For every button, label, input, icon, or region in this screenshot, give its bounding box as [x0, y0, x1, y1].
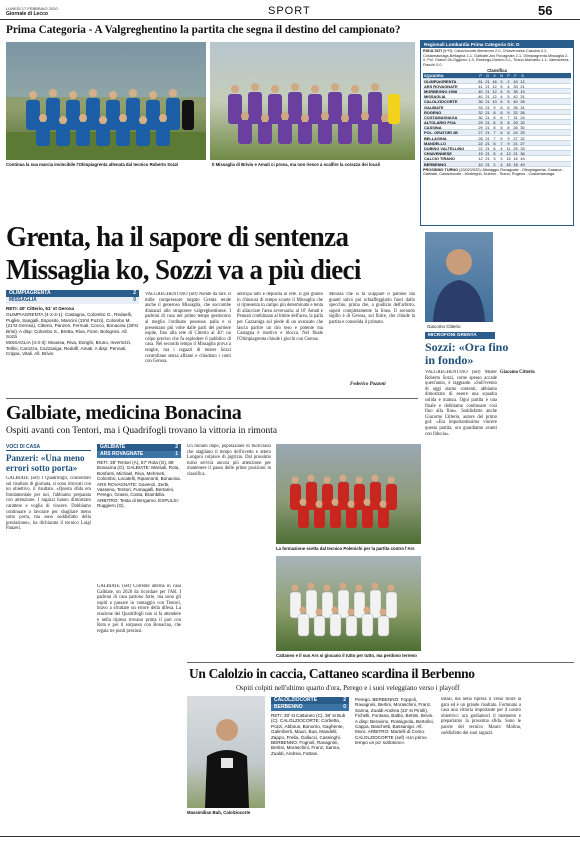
standings-cell: 7: [507, 114, 510, 120]
standings-cell: 5: [493, 151, 496, 157]
header-paper: Giornale di Lecco: [6, 11, 48, 17]
player-portrait-icon: [187, 696, 265, 808]
standings-cell: 21: [485, 109, 490, 115]
results: [421, 48, 573, 68]
standings-cell: 31: [520, 104, 525, 110]
standings-cell: 32: [513, 109, 518, 115]
col-f: F: [514, 73, 517, 79]
standings-cell: 43: [520, 156, 525, 162]
standings-cell: 27: [513, 135, 518, 141]
standings-cell: 21: [520, 83, 525, 89]
standings-cell: 10: [492, 99, 497, 105]
standings-cell: 7: [493, 130, 496, 136]
galbiate-away-goals: 1: [175, 451, 178, 457]
standings-cell: 15: [506, 156, 511, 162]
standings-cell: 4: [500, 94, 503, 100]
galbiate-home-goals: 2: [175, 444, 178, 450]
standings-cell: 29: [478, 125, 483, 131]
team-photo-olimpiagrenta: [6, 42, 206, 160]
voci-title: Panzeri: «Una meno errori sotto porta»: [6, 453, 85, 473]
standings-cell: 21: [485, 135, 490, 141]
score-home-goals: 2: [133, 290, 136, 296]
standings-cell: 33: [513, 83, 518, 89]
standings-cell: 19: [478, 151, 483, 157]
galbiate-col1: GALBIATE (sef) Corrente alterna in casa Galbiate, un 2020 da ricordare per l'AR. I padroni di casa partono forte, ma sono gli ospiti a passare in vantaggio con Tentori, bravo a sfruttare un errore della difesa. La reazione dei Quadrifogli non si fa attendere e nella ripresa trovano prima il pari con Rota e poi il sorpasso con Bonacina, che regala tre punti preziosi.: [97, 584, 181, 634]
side-body: VALGREGHENTINO (sef) Mister Roberto Sozzi, come spesso accade quest'anno, è raggiante. «Sull'evento di oggi siamo contenti, abbiamo dimostrato di essere una squadra solida e matura. Ogni partita è una finale e dobbiamo continuare così fino alla fine». Soddisfatto anche Giacomo Citterio, autore del primo gol: «Era importantissimo vincere questa partita, ora guardiamo avanti con fiducia».: [425, 370, 497, 437]
standings-team: OLIMPIAGRENTA: [424, 78, 457, 84]
col-pe: P: [507, 73, 510, 79]
standings-cell: 26: [478, 135, 483, 141]
galbiate-home-team: GALBIATE: [100, 444, 126, 450]
microfoni-kicker: MICROFONI GRENTA: [425, 332, 495, 339]
standings-cell: 5: [493, 140, 496, 146]
next-label: PROSSIMO TURNO: [423, 167, 459, 172]
standings-cell: 21: [485, 83, 490, 89]
standings-cell: 21: [485, 125, 490, 131]
header-date: LUNEDÌ 17 FEBBRAIO 2020: [6, 6, 58, 11]
standings-cell: 5: [500, 135, 503, 141]
score-away-goals: 0: [133, 297, 136, 303]
standings-cell: 12: [478, 156, 483, 162]
results-text: (6^R): Calolziocorte-Berbenno 2-0, Chiavennese-Cassina 0-2, Costamasnaga-Bellagina 1-1, Galbiate-Ars Rovagnate 2-1, Olimpiagrenta-Missaglia 2-0, Pol. Oratori 2b-Oggiono 1-0, Rosengo-Dubino 0-1, Tirano-Mandello 1-1, Valmadrera-Fiaschi 0-0: [423, 49, 570, 67]
standings-cell: 21: [485, 140, 490, 146]
galbiate-players-2: [276, 556, 421, 651]
standings-cell: 5: [507, 99, 510, 105]
calolzio-away-goals: 0: [343, 704, 346, 710]
standings-cell: 4: [500, 146, 503, 151]
standings-rows: [423, 79, 571, 167]
standings-cell: 49: [520, 161, 525, 167]
standings-cell: 4: [500, 151, 503, 157]
main-lineup2: MISSAGLIA (4-3-3): Moussa, Riva, Donghi, Bruno, Invernizzi, Tellini, Carozza, Cazzaniga, Redolfi, Amati. A disp: Pennati, Crippa, Vitali. All. Brivio: [6, 340, 132, 357]
section-rule-2: [187, 662, 574, 663]
standings-cell: 4: [500, 88, 503, 94]
standings-cell: 33: [478, 104, 483, 110]
photo2-caption: Il Missaglia di Brivio e Amati ci prova, ma non riesce a scalfire la corazza dei locali: [212, 162, 380, 167]
standings-cell: 8: [493, 114, 496, 120]
score-home-team: OLIMPIAGRENTA: [9, 290, 51, 296]
standings-cell: 5: [500, 120, 503, 126]
standings-cell: 26: [513, 125, 518, 131]
standings-cell: 21: [485, 130, 490, 136]
standings-cell: 21: [485, 78, 490, 84]
standings-team: MISSAGLIA: [424, 94, 446, 100]
standings-cell: 27: [520, 140, 525, 146]
standings-cell: 9: [507, 135, 510, 141]
bottom-rule: [0, 836, 580, 837]
standings-cell: 21: [485, 99, 490, 105]
standings-cell: 5: [507, 109, 510, 115]
citterio-photo: [425, 232, 493, 322]
standings-cell: 21: [513, 140, 518, 146]
standings-title: Regionali Lombardia Prima Categoria Gir. D: [421, 41, 573, 48]
calolzio-score-home: [271, 697, 349, 704]
main-col1: VALGREGHENTINO (sef) Niente da fare. Il mille compressore targato Grenta rende anche il generoso Missaglia, che soccombe dinnanzi allo strapotere valgreghentinese. I padroni di casa nel primo tempo gestiscono al meglio l'ordinato possesso palla e si presentano più volte dalle parti del portiere ospite, fino alla rete di Citterio al 40': un colpo preciso che fa esplodere il pubblico di casa. Nel secondo tempo il Missaglia prova a reagire, ma i ragazzi di mister Sozzi controllano senza affanni e chiudono i conti con Gerosa.: [145, 292, 231, 365]
voci-body: GALBIATE (sef) I Quadrifogli, concentrati sul risultato di giornata, si sono ritrovati con un obiettivo, il risultato. «Questa sfida era fondamentale per noi, l'abbiamo preparata con attenzione. I ragazzi hanno dimostrato carattere e voglia di vincere. Dobbiamo continuare a lavorare per sbagliare meno sotto porta, ma sono soddisfatto della prestazione», ha dichiarato il tecnico Luigi Panzeri.: [6, 476, 91, 532]
main-byline: Federico Pozzoni: [350, 382, 386, 387]
standings-cell: 5: [507, 94, 510, 100]
standings-cell: 21: [485, 156, 490, 162]
standings-cell: 5: [500, 83, 503, 89]
standings-cell: 31: [513, 114, 518, 120]
next-text: (23/02/2020): Altolaggio Rovagnate - Olimpiagrenta, Cassina - Galbiate, Calolziocorte - Morbegno, Dubino - Tirano, Rogeno - Costamasnaga: [423, 167, 564, 177]
voci-label: VOCI DI CASA: [6, 444, 91, 451]
standings-cell: 22: [478, 146, 483, 151]
standings-cell: 40: [513, 99, 518, 105]
standings-cell: 7: [500, 140, 503, 146]
standings-team: CALCIO TIRANO: [424, 156, 455, 162]
standings-cell: 4: [500, 161, 503, 167]
standings-team: ARS ROVAGNATE: [424, 83, 458, 89]
standings-team: BERBENNO: [424, 161, 447, 167]
standings-cell: 2: [493, 161, 496, 167]
standings-box: [420, 40, 574, 226]
portrait-icon: [425, 232, 493, 322]
standings-cell: 9: [507, 140, 510, 146]
standings-cell: 12: [492, 88, 497, 94]
standings-cell: 6: [507, 104, 510, 110]
calolzio-photo-caption: Massimilian Bub, Calolziocorte: [187, 810, 251, 815]
col-v: V: [493, 73, 496, 79]
standings-team: BELLAGINA: [424, 135, 447, 141]
standings-cell: 21: [485, 120, 490, 126]
standings-cell: 43: [513, 78, 518, 84]
col-n: N: [500, 73, 503, 79]
standings-cell: 25: [513, 146, 518, 151]
standings-cell: 29: [513, 120, 518, 126]
standings-cell: 27: [478, 130, 483, 136]
score-row-away: [6, 297, 139, 304]
standings-team: ALTOLARIO POA: [424, 120, 456, 126]
header-rule: [0, 19, 580, 20]
galbiate-away-team: ARS ROVAGNATE: [100, 451, 144, 457]
standings-cell: 32: [478, 109, 483, 115]
standings-cell: 21: [485, 161, 490, 167]
col-s: S: [521, 73, 524, 79]
standings-cell: 21: [485, 104, 490, 110]
classifica-label: Classifica: [487, 68, 507, 74]
standings-team: CASSINA: [424, 125, 442, 131]
standings-cell: 4: [507, 83, 510, 89]
calolzio-home-team: CALOLZIOCORTE: [274, 697, 318, 703]
col-squadra: SQUADRA: [424, 73, 444, 79]
standings-cell: 5: [507, 88, 510, 94]
galbiate-photo-1: [276, 444, 421, 544]
standings-table: [423, 73, 571, 166]
standings-cell: 40: [478, 94, 483, 100]
standings-cell: 51: [478, 78, 483, 84]
standings-cell: 8: [507, 130, 510, 136]
top-headline-text: - A Valgreghentino la partita che segna il destino del campionato?: [85, 24, 401, 36]
standings-cell: 8: [507, 125, 510, 131]
calolzio-home-goals: 2: [343, 697, 346, 703]
standings-cell: 12: [492, 94, 497, 100]
standings-cell: 16: [492, 78, 497, 84]
main-col2: anticipa tutti e deposita in rete. Il gol giunto in chiusura di tempo scuote il Missaglia che si ripresenta in campo più determinato e tenta di allacciare l'area avversaria: al 16' Amati e Pennati combinano al limite dell'area, la palla per Cazzaniga sul piede di un avanzato che lascia partire un tiro teso e potente ma Castagna è reattivo e blocca. Nel finale l'Olimpiagrenta chiude i giochi con Gerosa.: [237, 292, 323, 342]
standings-team: ROGENO: [424, 109, 442, 115]
galbiate-score-away: [97, 451, 181, 458]
standings-team: CALOLZIOCORTE: [424, 99, 458, 105]
side-body-bold: Giacomo Citterio: [500, 370, 535, 375]
calolzio-col2: ostasi, ma nella ripresa il verso finire la gara ed è un grande risultato. Fortunato a casa una vittoria importante per il nostro obiettivo: ora godiamoci il momento e prepariamo la prossima sfida. Sono le parole del tecnico Mauro Molina, soddisfatto dei suoi ragazzi.: [441, 697, 521, 736]
citterio-caption: Giacomo Citterio: [427, 324, 461, 329]
main-scorers: RETI: 40' Citterio, 51' st Gerosa: [6, 306, 75, 311]
standings-cell: 42: [513, 94, 518, 100]
calolzio-box-text: RETI: 30' st Cattaneo (C), 38' st Bub (C). CALOLZIOCORTE: Corbetta, Pozzi, Abbous, Bonomo, Gaghente, Galimberti, Mauri, Bua, Mandelli, Zappo, Frella, Gallucci, Cassinghi. BERBENNO: Fognoli, Ravagnini, Bertini, Moraschini, Franz, Sanna, Zualdi, Andrea, Fattani.: [271, 713, 346, 756]
photo-players-2: [210, 42, 415, 160]
standings-cell: 7: [493, 135, 496, 141]
standings-cell: 8: [493, 125, 496, 131]
standings-cell: 35: [513, 104, 518, 110]
main-scorebox: [6, 290, 139, 357]
galbiate-photo1-caption: La formazione scelta dal tecnico Polenichi per la partita contro l'Ars: [276, 546, 415, 551]
standings-cell: 41: [478, 83, 483, 89]
standings-cell: 21: [485, 94, 490, 100]
standings-cell: 11: [506, 146, 511, 151]
section-rule-1: [6, 398, 418, 399]
standings-cell: 16: [513, 156, 518, 162]
standings-cell: 8: [500, 109, 503, 115]
team-photo-missaglia: [210, 42, 415, 160]
page-number: 56: [538, 3, 553, 18]
standings-cell: 26: [520, 99, 525, 105]
calolzio-photo: [187, 696, 265, 808]
standings-cell: 15: [506, 161, 511, 167]
headline-missaglia: Missaglia ko, Sozzi va a più dieci: [6, 254, 361, 286]
standings-cell: 21: [485, 88, 490, 94]
calolzio-col1: Perego. BERBENNO: Foppoli, Ravagnini, Bertini, Moraschini, Franz, Sanna, Zualdi Andrea (22' st Pirolli), Fichelli, Fontana, Balbo, Bettini, Brivio. A disp: Beravino, Rossignola, Bertolini, Cappa, Baschetti, Bassanigo. All. Moro. ARBITRO: Martelli di Como. CALOLZIOCORTE (sef) «Un primo tempo un po' sottotono».: [355, 697, 434, 746]
standings-cell: 6: [500, 99, 503, 105]
standings-cell: 18: [513, 161, 518, 167]
calolzio-score-away: [271, 704, 349, 711]
standings-cell: 2: [507, 78, 510, 84]
calolzio-away-team: BERBENNO: [274, 704, 303, 710]
galbiate-players-1: [276, 444, 421, 544]
standings-cell: 25: [520, 130, 525, 136]
galbiate-box-text: RETI: 38' Tentori (A), 57' Rota (G), 85' Bonacina (G). GALBIATE: Marsali, Rota, Bonfanti, Michael, Riva, Mehmeti, Colombo, Locatelli, Ripamonti, Bonacina. ARS ROVAGNATE: Gavenzi, Zerbi, Vassena, Tentori, Fumagalli, Bertarini, Perego, Grassi, Costa, Brambilla. ARBITRO: Testa di Bergamo. ESPULSI: Ruggiero (G).: [97, 460, 181, 509]
top-headline: [6, 24, 416, 36]
calolzio-scorebox: [271, 697, 349, 823]
standings-cell: 12: [520, 78, 525, 84]
standings-cell: 21: [485, 114, 490, 120]
photo1-caption: Continua la sua marcia invincibile l'Olimpiagrenta allenata dal tecnico Roberto Sozzi: [6, 162, 179, 167]
photo-players-1: [6, 42, 206, 160]
standings-cell: 8: [507, 120, 510, 126]
standings-cell: 6: [500, 130, 503, 136]
standings-team: POL. ORATORI 2B: [424, 130, 458, 136]
galbiate-col2: Un minuto dopo, popolazione di fuoriclassi che stagliano il tempo dell'ovetto e attero Longoni colpisce di pigrizio. Dal prossimo turno servirà ancora più attenzione per mantenere il passo delle prime posizioni in classifica.: [187, 444, 271, 477]
header-section: SPORT: [268, 5, 311, 17]
score-away-team: MISSAGLIA: [9, 297, 37, 303]
standings-cell: 3: [493, 156, 496, 162]
standings-team: MANDELLO: [424, 140, 447, 146]
col-g: G: [485, 73, 490, 79]
calolzio-subhead: Ospiti colpiti nell'ultimo quarto d'ora, Perego e i suoi veleggiano verso i playoff: [236, 684, 460, 692]
main-col3: Moussa che si fa scappare il pallone dai guanti salvo poi schiaffeggiarlo fuori dallo specchio, prima che, a giudizio dell'arbitro, superi completamente la linea. Il secondo sigillo è di Gerosa, sul finire, che chiude la partita e consolida il primato.: [329, 292, 415, 325]
standings-team: MORBEGNO 1908: [424, 88, 458, 94]
galbiate-headline: Galbiate, medicina Bonacina: [6, 402, 242, 424]
top-category: Prima Categoria: [6, 24, 86, 36]
standings-cell: 40: [478, 88, 483, 94]
standings-cell: 6: [500, 104, 503, 110]
standings-cell: 35: [513, 88, 518, 94]
standings-cell: 32: [520, 135, 525, 141]
galbiate-score-home: [97, 444, 181, 451]
results-label: RISULTATI: [423, 49, 442, 53]
standings-cell: 6: [500, 114, 503, 120]
standings-cell: 21: [485, 151, 490, 157]
standings-team: CHIAVENNESE: [424, 151, 452, 157]
score-row-home: [6, 290, 139, 297]
standings-cell: 22: [478, 140, 483, 146]
standings-cell: 12: [506, 151, 511, 157]
standings-cell: 30: [520, 125, 525, 131]
standings-cell: 24: [513, 130, 518, 136]
standings-cell: 24: [520, 114, 525, 120]
galbiate-subhead: Ospiti avanti con Tentori, ma i Quadrifogli trovano la vittoria in rimonta: [6, 426, 277, 436]
standings-cell: 12: [492, 83, 497, 89]
standings-cell: 3: [500, 156, 503, 162]
standings-cell: 31: [520, 94, 525, 100]
standings-cell: 30: [478, 114, 483, 120]
standings-cell: 8: [493, 109, 496, 115]
standings-cell: 5: [500, 125, 503, 131]
standings-cell: 26: [520, 109, 525, 115]
standings-cell: 3: [500, 78, 503, 84]
standings-cell: 19: [520, 88, 525, 94]
standings-cell: 10: [478, 161, 483, 167]
standings-cell: 33: [520, 146, 525, 151]
standings-team: DUBINO VALTELLINO: [424, 146, 465, 151]
galbiate-scorebox: [97, 444, 181, 576]
side-title: Sozzi: «Ora fino in fondo»: [425, 340, 509, 367]
standings-cell: 36: [520, 151, 525, 157]
headline-grenta: Grenta, ha il sapore di sentenza: [6, 221, 349, 253]
col-p: P: [479, 73, 482, 79]
standings-team: GALBIATE: [424, 104, 444, 110]
calolzio-headline: Un Calolzio in caccia, Cattaneo scardina il Berbenno: [189, 666, 475, 681]
standings-team: COSTAMASNAGA: [424, 114, 458, 120]
standings-cell: 9: [493, 104, 496, 110]
next-round: [421, 167, 573, 178]
main-lineup1: OLIMPIAGRENTA (4-2-3-1): Castagna, Colombo G., Redaelli, Puglisi, Sangalli, Esposito, Mancini (19'st Pozzi), Colombo M. (21'st Gerosa), Citterio, Panzeri, Fermati, Cocco, Bonacina (28'st Brini). A disp: Colombo S., Bretta, Riva, Fiore, Bolognini. All. Sozzi: [6, 312, 138, 340]
standings-cell: 29: [478, 120, 483, 126]
standings-cell: 6: [493, 146, 496, 151]
galbiate-photo-2: [276, 556, 421, 651]
voci-box: [6, 444, 91, 744]
galbiate-photo2-caption: Cattaneo e il suo Ars si giocano il tutto per tutto, ma perdono terreno: [276, 653, 417, 658]
standings-cell: 21: [513, 151, 518, 157]
standings-cell: 21: [485, 146, 490, 151]
standings-cell: 36: [478, 99, 483, 105]
standings-cell: 8: [493, 120, 496, 126]
standings-cell: 32: [520, 120, 525, 126]
